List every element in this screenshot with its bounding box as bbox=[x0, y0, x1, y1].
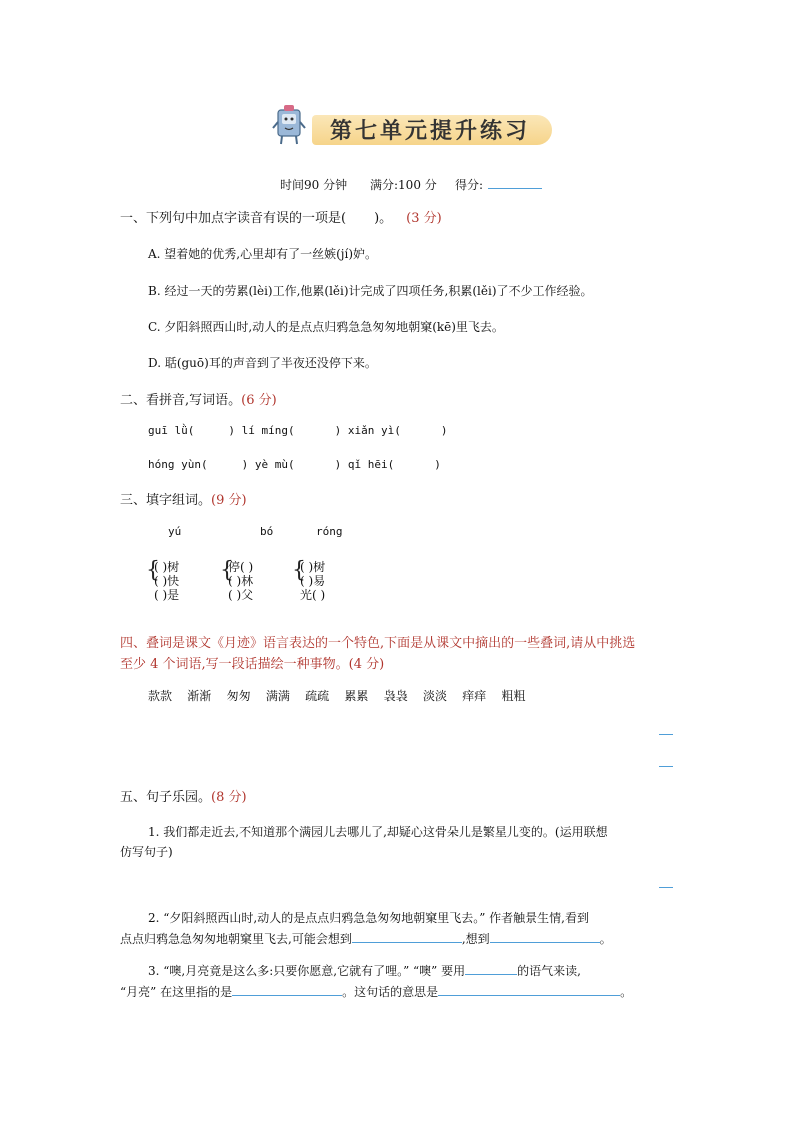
q5-item1-line1: 1. 我们都走近去,不知道那个满园儿去哪儿了,却疑心这骨朵儿是繁星儿变的。(运用联想 bbox=[148, 825, 608, 839]
exam-time: 时间90 分钟 bbox=[280, 178, 348, 192]
q3-pinyin-3: róng bbox=[316, 525, 343, 538]
q4-word-list: 款款 渐渐 匆匆 满满 疏疏 累累 袅袅 淡淡 痒痒 粗粗 bbox=[148, 689, 526, 703]
q3-pinyin-1: yú bbox=[168, 525, 182, 538]
q5-item2-blank-2[interactable] bbox=[490, 930, 600, 943]
q5-item1-answer-line[interactable] bbox=[659, 887, 673, 888]
q5-item2-line1: 2. “夕阳斜照西山时,动人的是点点归鸦急急匆匆地朝窠里飞去。” 作者触景生情,看到 bbox=[148, 911, 589, 925]
full-score: 满分:100 分 bbox=[370, 178, 437, 192]
q3-pinyin-2: bó bbox=[260, 525, 274, 538]
q4-heading-line1: 四、叠词是课文《月迹》语言表达的一个特色,下面是从课文中摘出的一些叠词,请从中挑选 bbox=[120, 636, 636, 651]
q5-item3-line2: “月亮” 在这里指的是 。这句话的意思是 。 bbox=[120, 985, 633, 999]
q5-item3-blank-1[interactable] bbox=[465, 962, 517, 975]
q1-heading: 一、下列句中加点字读音有误的一项是( )。 (3 分) bbox=[120, 211, 442, 226]
q4-answer-line-2[interactable] bbox=[659, 766, 673, 767]
q1-option-c: C. 夕阳斜照西山时,动人的是点点归鸦急急匆匆地朝窠(kē)里飞去。 bbox=[148, 320, 504, 334]
q5-item2-line2: 点点归鸦急急匆匆地朝窠里飞去,可能会想到 ,想到 。 bbox=[120, 932, 612, 946]
q3-heading: 三、填字组词。(9 分) bbox=[120, 493, 247, 508]
q1-option-a: A. 望着她的优秀,心里却有了一丝嫉(jí)妒。 bbox=[148, 247, 378, 261]
q5-item3-blank-3[interactable] bbox=[438, 983, 620, 996]
score-label: 得分: bbox=[455, 178, 484, 192]
q5-heading: 五、句子乐园。(8 分) bbox=[120, 790, 247, 805]
q1-option-d: D. 聒(guō)耳的声音到了半夜还没停下来。 bbox=[148, 356, 377, 370]
page-title: 第七单元提升练习 bbox=[330, 118, 531, 144]
mascot-icon bbox=[272, 104, 306, 146]
q1-option-b: B. 经过一天的劳累(lèi)工作,他累(lěi)计完成了四项任务,积累(lěi)了不少工作经验。 bbox=[148, 284, 593, 298]
q5-item1-line2: 仿写句子) bbox=[120, 845, 173, 859]
q4-heading-line2: 至少 4 个词语,写一段话描绘一种事物。(4 分) bbox=[120, 657, 385, 672]
q4-answer-line-1[interactable] bbox=[659, 734, 673, 735]
q5-item3-blank-2[interactable] bbox=[232, 983, 342, 996]
q2-row1: guī lǜ( ) lí míng( ) xiǎn yì( ) bbox=[148, 424, 448, 437]
q5-item3-line1: 3. “噢,月亮竟是这么多:只要你愿意,它就有了哩。” “噢” 要用 的语气来读, bbox=[148, 964, 581, 978]
q2-heading: 二、看拼音,写词语。(6 分) bbox=[120, 393, 277, 408]
q5-item2-blank-1[interactable] bbox=[352, 930, 462, 943]
q2-row2: hóng yùn( ) yè mù( ) qǐ hēi( ) bbox=[148, 458, 441, 471]
score-blank[interactable] bbox=[488, 176, 542, 189]
